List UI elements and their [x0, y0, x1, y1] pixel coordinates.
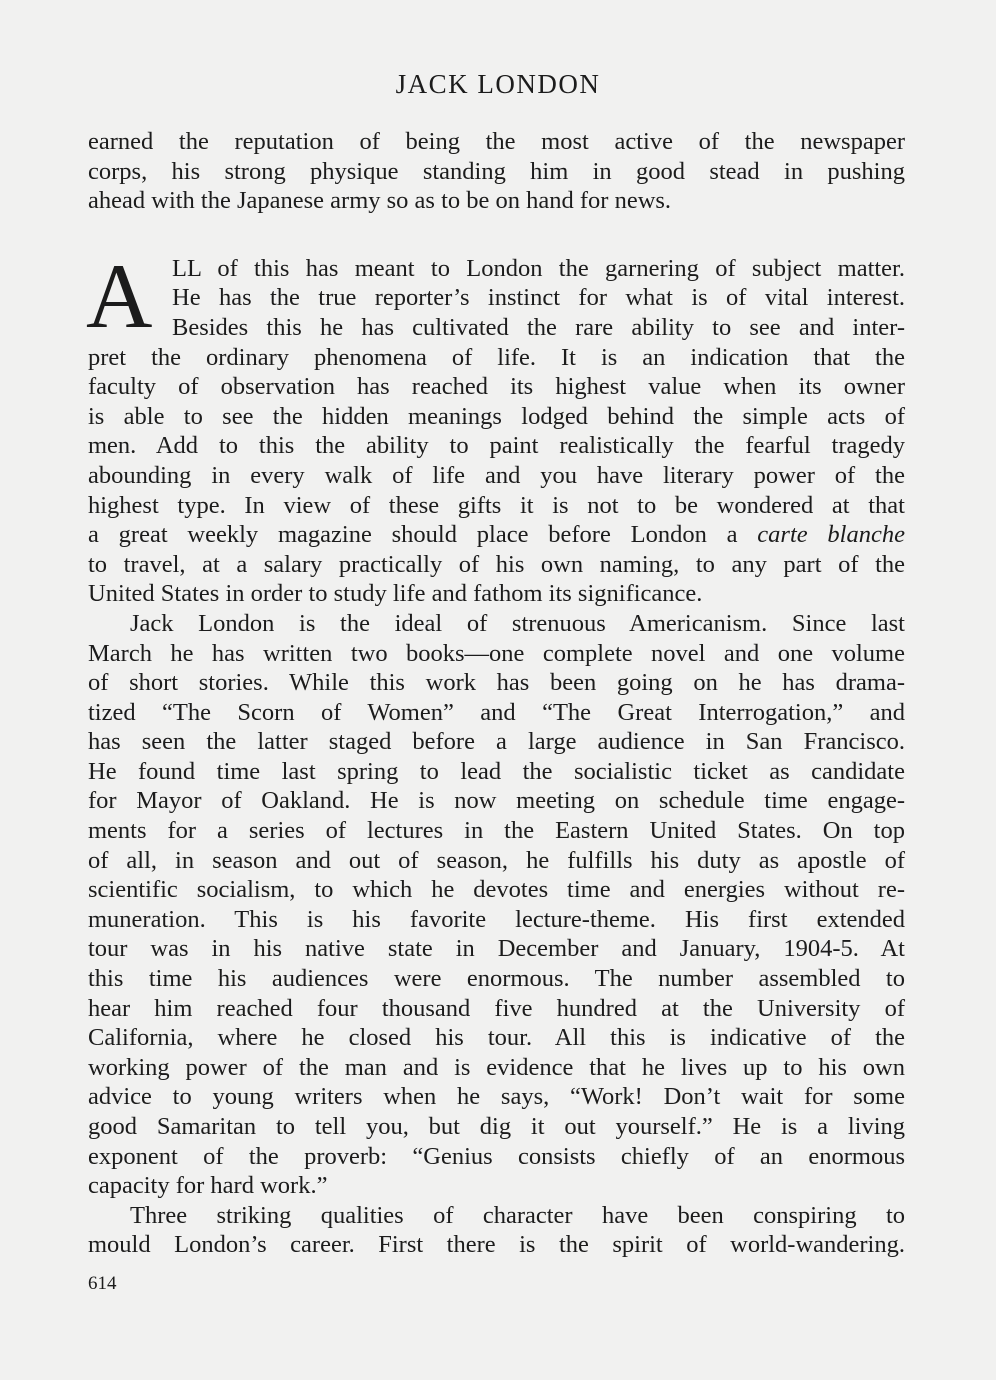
text-line: tour was in his native state in December and January, 1904-5. At [88, 935, 905, 963]
text-line: of all, in season and out of season, he fulfills his duty as apostle of [88, 846, 905, 874]
text-line: hear him reached four thousand five hundred at the University of [88, 994, 905, 1022]
paragraph [88, 1201, 905, 1260]
drop-cap-letter: A [86, 244, 153, 347]
text-line: highest type. In view of these gifts it is not to be wondered at that [88, 491, 905, 519]
text-line: He has the true reporter’s instinct for what is of vital interest. [172, 284, 905, 312]
text-line: of short stories. While this work has been going on he has drama- [88, 669, 905, 697]
text-line: Besides this he has cultivated the rare ability to see and inter- [172, 313, 905, 341]
text-line: good Samaritan to tell you, but dig it out yourself.” He is a living [88, 1113, 905, 1140]
text-line: United States in order to study life and fathom its significance. [88, 580, 703, 608]
running-head: JACK LONDON [395, 69, 601, 99]
text-line-with-italic [88, 520, 905, 550]
text-line: to travel, at a salary practically of his own naming, to any part of the [88, 550, 905, 578]
text-line: has seen the latter staged before a large audience in San Francisco. [88, 728, 905, 756]
paragraph-continuation [88, 127, 905, 216]
text-line: this time his audiences were enormous. The number assembled to [88, 965, 905, 993]
paragraph-drop-cap [86, 244, 905, 609]
text-line: March he has written two books—one complete novel and one volume [88, 639, 905, 667]
text-line: pret the ordinary phenomena of life. It is an indication that the [88, 343, 905, 371]
text-line: capacity for hard work.” [88, 1172, 328, 1200]
body-text [88, 127, 905, 1260]
text-line: is able to see the hidden meanings lodged behind the simple acts of [88, 402, 905, 430]
text-line: He found time last spring to lead the socialistic ticket as candidate [88, 757, 905, 785]
text-line: Three striking qualities of character have been conspiring to [130, 1201, 905, 1229]
text-line: earned the reputation of being the most active of the newspaper [88, 128, 905, 155]
text-line: abounding in every walk of life and you have literary power of the [88, 461, 905, 489]
text-line: scientific socialism, to which he devotes time and energies without re- [88, 876, 905, 904]
text-line: tized “The Scorn of Women” and “The Great Interrogation,” and [88, 698, 905, 726]
text-line: exponent of the proverb: “Genius consists chiefly of an enormous [88, 1142, 905, 1170]
italic-phrase: carte blanche [757, 521, 905, 549]
text-fragment: a great weekly magazine should place before London a [88, 521, 738, 549]
text-line: LL of this has meant to London the garnering of subject matter. [172, 254, 905, 282]
text-line: California, where he closed his tour. All this is indicative of the [88, 1024, 905, 1052]
text-line: for Mayor of Oakland. He is now meeting on schedule time engage- [88, 787, 905, 815]
text-line: faculty of observation has reached its highest value when its owner [88, 373, 905, 401]
text-line: working power of the man and is evidence that he lives up to his own [88, 1053, 905, 1081]
text-line: ments for a series of lectures in the Eastern United States. On top [88, 817, 905, 845]
text-line: mould London’s career. First there is the spirit of world-wandering. [88, 1231, 905, 1259]
text-line: men. Add to this the ability to paint realistically the fearful tragedy [88, 432, 905, 460]
section-break [88, 216, 905, 254]
text-line: ahead with the Japanese army so as to be on hand for news. [88, 187, 672, 215]
text-line: corps, his strong physique standing him in good stead in pushing [88, 157, 905, 185]
paragraph [88, 609, 905, 1201]
page-number: 614 [88, 1273, 117, 1294]
text-line: muneration. This is his favorite lecture-theme. His first extended [88, 905, 905, 933]
text-line: Jack London is the ideal of strenuous Americanism. Since last [130, 609, 905, 637]
text-line: advice to young writers when he says, “Work! Don’t wait for some [88, 1083, 905, 1111]
